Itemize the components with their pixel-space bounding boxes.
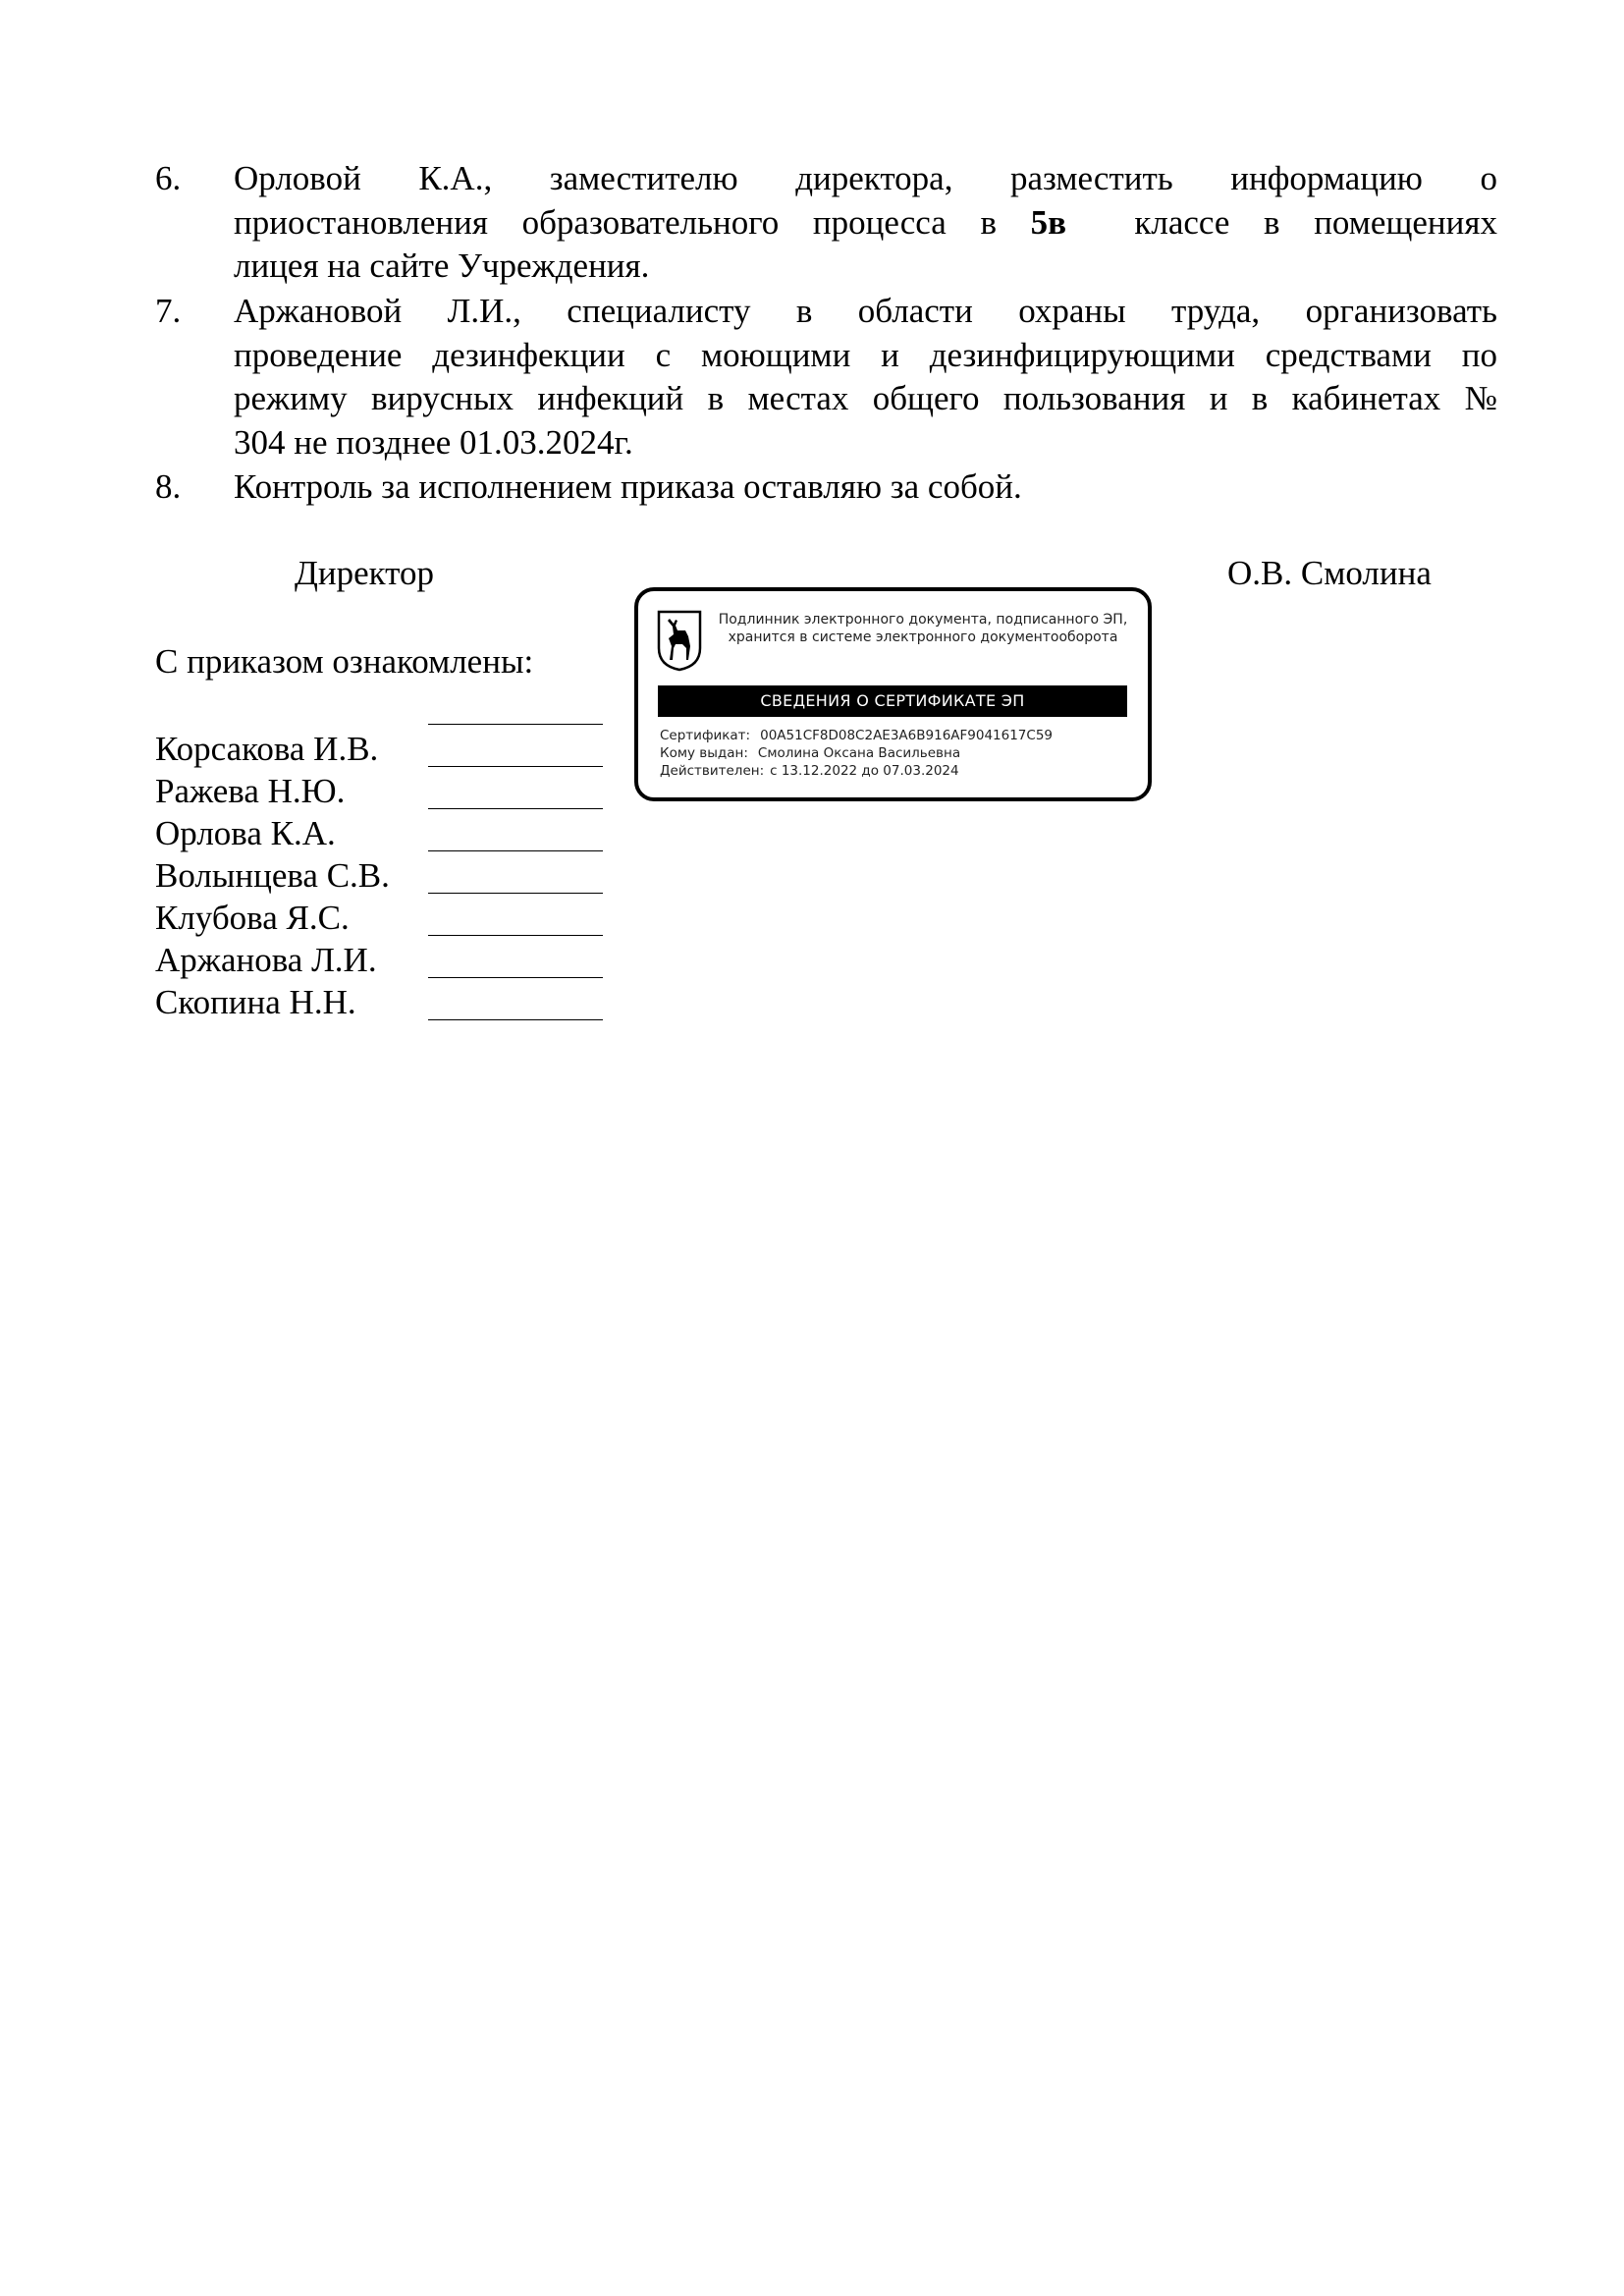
issued-to-value: Смолина Оксана Васильевна <box>757 745 961 761</box>
certificate-label: Сертификат: <box>660 728 751 743</box>
stamp-details <box>660 727 1053 780</box>
signature-line <box>428 724 603 725</box>
valid-row <box>660 762 1053 780</box>
order-item-8 <box>155 465 1497 510</box>
acknowledged-name: Орлова К.А. <box>155 814 336 852</box>
certificate-row <box>660 727 1053 744</box>
acknowledged-name: Ражева Н.Ю. <box>155 772 346 810</box>
stamp-header <box>707 611 1139 646</box>
acknowledged-name: Скопина Н.Н. <box>155 983 356 1021</box>
signature-line <box>428 977 603 978</box>
valid-value: с 13.12.2022 до 07.03.2024 <box>770 763 959 779</box>
order-item-7 <box>155 290 1497 465</box>
electronic-signature-stamp <box>634 587 1152 801</box>
stamp-header-line: Подлинник электронного документа, подписанного ЭП, <box>718 612 1128 628</box>
class-name-bold: 5в <box>1030 202 1067 242</box>
item-line-part: классе в помещениях <box>1066 202 1497 242</box>
item-text <box>234 290 1497 465</box>
acknowledged-name: Корсакова И.В. <box>155 730 379 768</box>
stamp-title-bar: СВЕДЕНИЯ О СЕРТИФИКАТЕ ЭП <box>658 685 1127 717</box>
item-text <box>234 465 1497 510</box>
item-number: 8. <box>155 467 182 506</box>
issued-to-row <box>660 744 1053 762</box>
certificate-value: 00A51CF8D08C2AE3A6B916AF9041617C59 <box>760 728 1054 743</box>
item-line-part: приостановления образовательного процесса в <box>234 202 1031 242</box>
item-line: режиму вирусных инфекций в местах общего пользования и в кабинетах № <box>234 379 1497 417</box>
signature-line <box>428 808 603 809</box>
item-text <box>234 157 1497 289</box>
item-line: проведение дезинфекции с моющими и дезинфицирующими средствами по <box>234 335 1497 374</box>
item-line: Контроль за исполнением приказа оставляю за собой. <box>234 467 1022 506</box>
item-number: 6. <box>155 159 182 197</box>
acknowledged-name: Волынцева С.В. <box>155 856 390 895</box>
signature-line <box>428 766 603 767</box>
signature-line <box>428 893 603 894</box>
order-item-6 <box>155 157 1497 289</box>
signature-line <box>428 1019 603 1020</box>
stamp-header-line: хранится в системе электронного документооборота <box>728 629 1118 645</box>
acknowledged-name: Аржанова Л.И. <box>155 941 377 979</box>
signature-line <box>428 935 603 936</box>
item-line: лицея на сайте Учреждения. <box>234 246 650 285</box>
signature-line <box>428 850 603 851</box>
item-line <box>234 201 1497 246</box>
director-name: О.В. Смолина <box>1227 554 1432 592</box>
valid-label: Действителен: <box>660 763 765 779</box>
issued-to-label: Кому выдан: <box>660 745 748 761</box>
deer-emblem-icon <box>656 609 703 672</box>
item-line: Аржановой Л.И., специалисту в области охраны труда, организовать <box>234 292 1497 330</box>
acknowledgement-heading: С приказом ознакомлены: <box>155 642 534 681</box>
acknowledged-name: Клубова Я.С. <box>155 899 350 937</box>
item-line: Орловой К.А., заместителю директора, разместить информацию о <box>234 159 1497 197</box>
director-title: Директор <box>295 554 435 592</box>
item-number: 7. <box>155 292 182 330</box>
item-line: 304 не позднее 01.03.2024г. <box>234 422 633 462</box>
